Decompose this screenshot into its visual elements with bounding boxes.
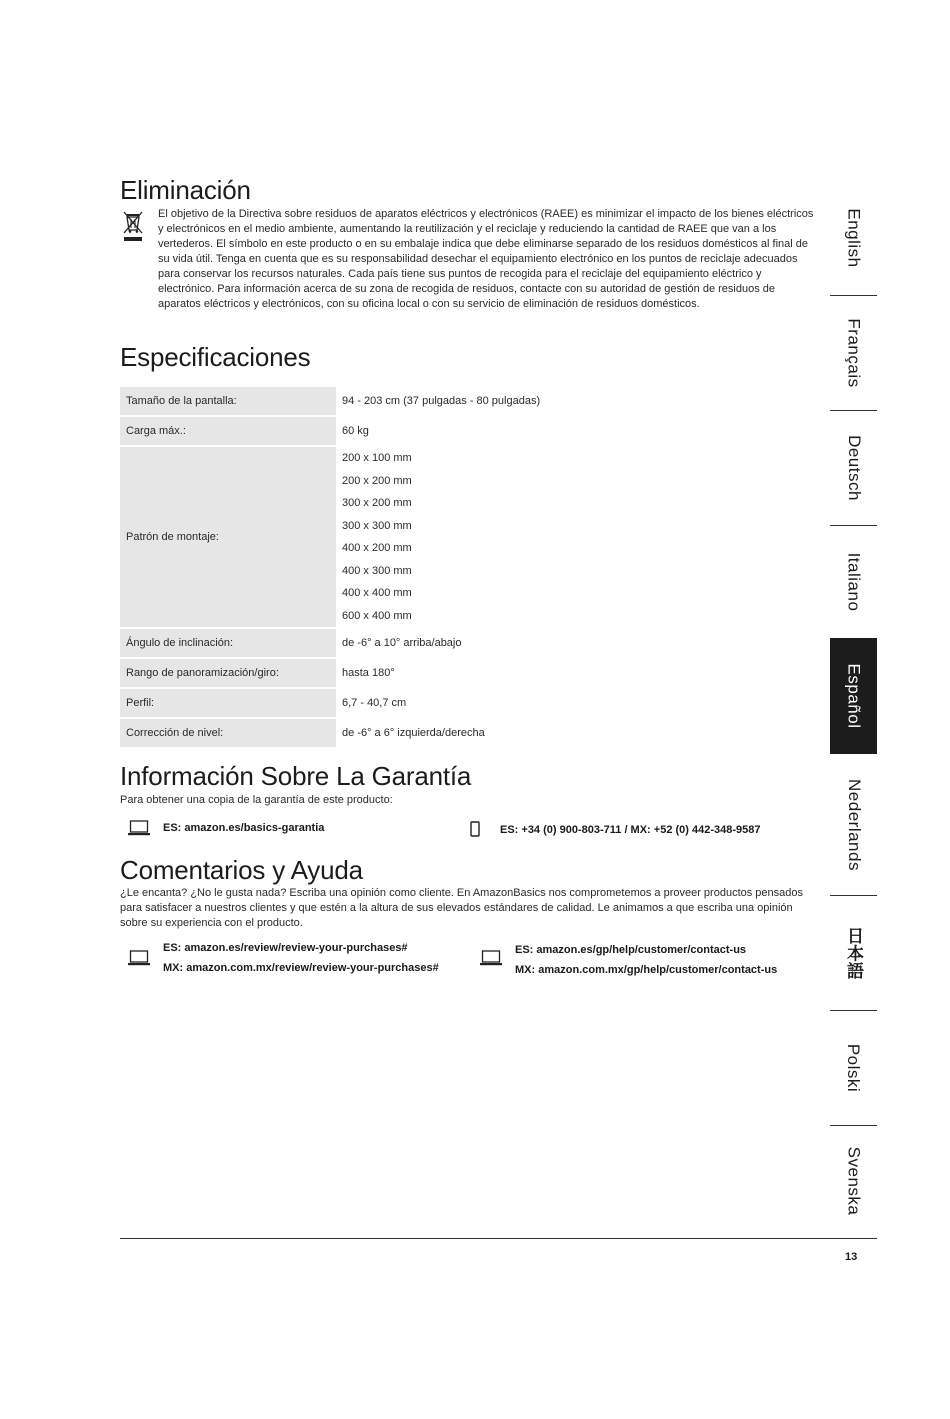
lang-tab-label: Italiano <box>844 552 864 612</box>
lang-tab-francais[interactable] <box>830 296 877 410</box>
mounting-pattern: 300 x 200 mm <box>342 497 412 509</box>
help-link-mx[interactable]: MX: amazon.com.mx/gp/help/customer/contact-us <box>515 964 778 976</box>
warranty-intro: Para obtener una copia de la garantía de este producto: <box>120 794 393 806</box>
lang-tab-italiano[interactable] <box>830 526 877 638</box>
mounting-pattern: 600 x 400 mm <box>342 609 412 622</box>
lang-tab-japanese[interactable] <box>830 896 877 1010</box>
table-row <box>120 689 810 717</box>
mounting-pattern: 400 x 200 mm <box>342 542 412 554</box>
lang-tab-label: 日本語 <box>844 926 863 980</box>
laptop-icon <box>128 950 150 966</box>
lang-tab-label: Deutsch <box>844 435 864 501</box>
lang-tab-espanol[interactable] <box>830 638 877 754</box>
specs-table <box>120 385 810 749</box>
table-row <box>120 629 810 657</box>
specs-title: Especificaciones <box>120 342 311 372</box>
weee-crossed-bin-icon <box>122 210 144 242</box>
lang-tab-label: Svenska <box>844 1146 864 1216</box>
spec-label: Perfil: <box>120 689 336 717</box>
phone-icon <box>470 821 480 837</box>
lang-tab-svenska[interactable] <box>830 1126 877 1236</box>
spec-label: Ángulo de inclinación: <box>120 629 336 657</box>
lang-tab-label: Français <box>844 318 864 388</box>
laptop-icon <box>480 950 502 966</box>
spec-value: de -6° a 10° arriba/abajo <box>342 637 462 649</box>
lang-tab-nederlands[interactable] <box>830 755 877 895</box>
feedback-text: ¿Le encanta? ¿No le gusta nada? Escriba una opinión como cliente. En AmazonBasics nos comprometemos a proveer productos pensados para satisfacer a nuestros clientes y que estén a la altura de sus elevados estándares de calidad. Le animamos a que escriba una opinión sobre su experiencia con el producto. <box>120 887 804 929</box>
lang-tab-label: English <box>844 208 864 268</box>
mounting-pattern: 200 x 200 mm <box>342 474 412 487</box>
feedback-title: Comentarios y Ayuda <box>120 855 363 885</box>
spec-value: hasta 180° <box>342 667 395 679</box>
mounting-pattern: 200 x 100 mm <box>342 452 412 464</box>
disposal-title: Eliminación <box>120 175 251 205</box>
lang-tab-label: Polski <box>844 1043 864 1093</box>
table-row <box>120 417 810 445</box>
mounting-pattern: 300 x 300 mm <box>342 519 412 532</box>
review-link-es[interactable]: ES: amazon.es/review/review-your-purchases# <box>163 942 408 954</box>
spec-value: de -6° a 6° izquierda/derecha <box>342 727 485 739</box>
mounting-pattern: 400 x 400 mm <box>342 587 412 599</box>
spec-value-list <box>336 447 810 627</box>
warranty-phone: ES: +34 (0) 900-803-711 / MX: +52 (0) 442-348-9587 <box>500 824 761 836</box>
spec-label: Corrección de nivel: <box>120 719 336 747</box>
spec-value: 6,7 - 40,7 cm <box>342 697 407 709</box>
disposal-text: El objetivo de la Directiva sobre residuos de aparatos eléctricos y electrónicos (RAEE) es minimizar el impacto de los bienes eléctricos y electrónicos en el medio ambiente, aumentando la reutilización y el reciclaje y reduciendo la cantidad de RAEE que van a los vertederos. El símbolo en este producto o en su embalaje indica que debe eliminarse separado de los residuos domésticos al final de su vida útil. Tenga en cuenta que es su responsabilidad desechar el equipamiento electrónico en los puntos de reciclaje adecuados para conservar los recursos naturales. Cada país tiene sus puntos de recogida para el reciclaje del equipamiento eléctrico y electrónico. Para información acerca de su zona de recogida de residuos, contacte con su autoridad de gestión de residuos de aparatos eléctricos y electrónicos, con su oficina local o con su servicio de eliminación de residuos domésticos. <box>158 208 814 310</box>
spec-label: Carga máx.: <box>120 417 336 445</box>
mounting-pattern: 400 x 300 mm <box>342 564 412 577</box>
spec-label: Patrón de montaje: <box>120 447 336 627</box>
table-row <box>120 659 810 687</box>
help-link-es[interactable]: ES: amazon.es/gp/help/customer/contact-us <box>515 944 747 956</box>
lang-tab-polski[interactable] <box>830 1011 877 1125</box>
spec-label: Tamaño de la pantalla: <box>120 387 336 415</box>
table-row <box>120 719 810 747</box>
footer-rule <box>120 1238 877 1239</box>
review-link-mx[interactable]: MX: amazon.com.mx/review/review-your-purchases# <box>163 962 439 974</box>
warranty-web-link[interactable]: ES: amazon.es/basics-garantia <box>163 822 325 834</box>
table-row <box>120 447 810 627</box>
lang-tab-deutsch[interactable] <box>830 411 877 525</box>
lang-tab-label: Nederlands <box>844 779 864 871</box>
table-row <box>120 387 810 415</box>
spec-value: 94 - 203 cm (37 pulgadas - 80 pulgadas) <box>342 395 541 407</box>
warranty-title: Información Sobre La Garantía <box>120 761 472 791</box>
spec-label: Rango de panoramización/giro: <box>120 659 336 687</box>
spec-value: 60 kg <box>342 425 369 437</box>
laptop-icon <box>128 820 150 836</box>
page-number: 13 <box>845 1251 858 1263</box>
lang-tab-english[interactable] <box>830 182 877 294</box>
lang-tab-label: Español <box>844 663 864 729</box>
